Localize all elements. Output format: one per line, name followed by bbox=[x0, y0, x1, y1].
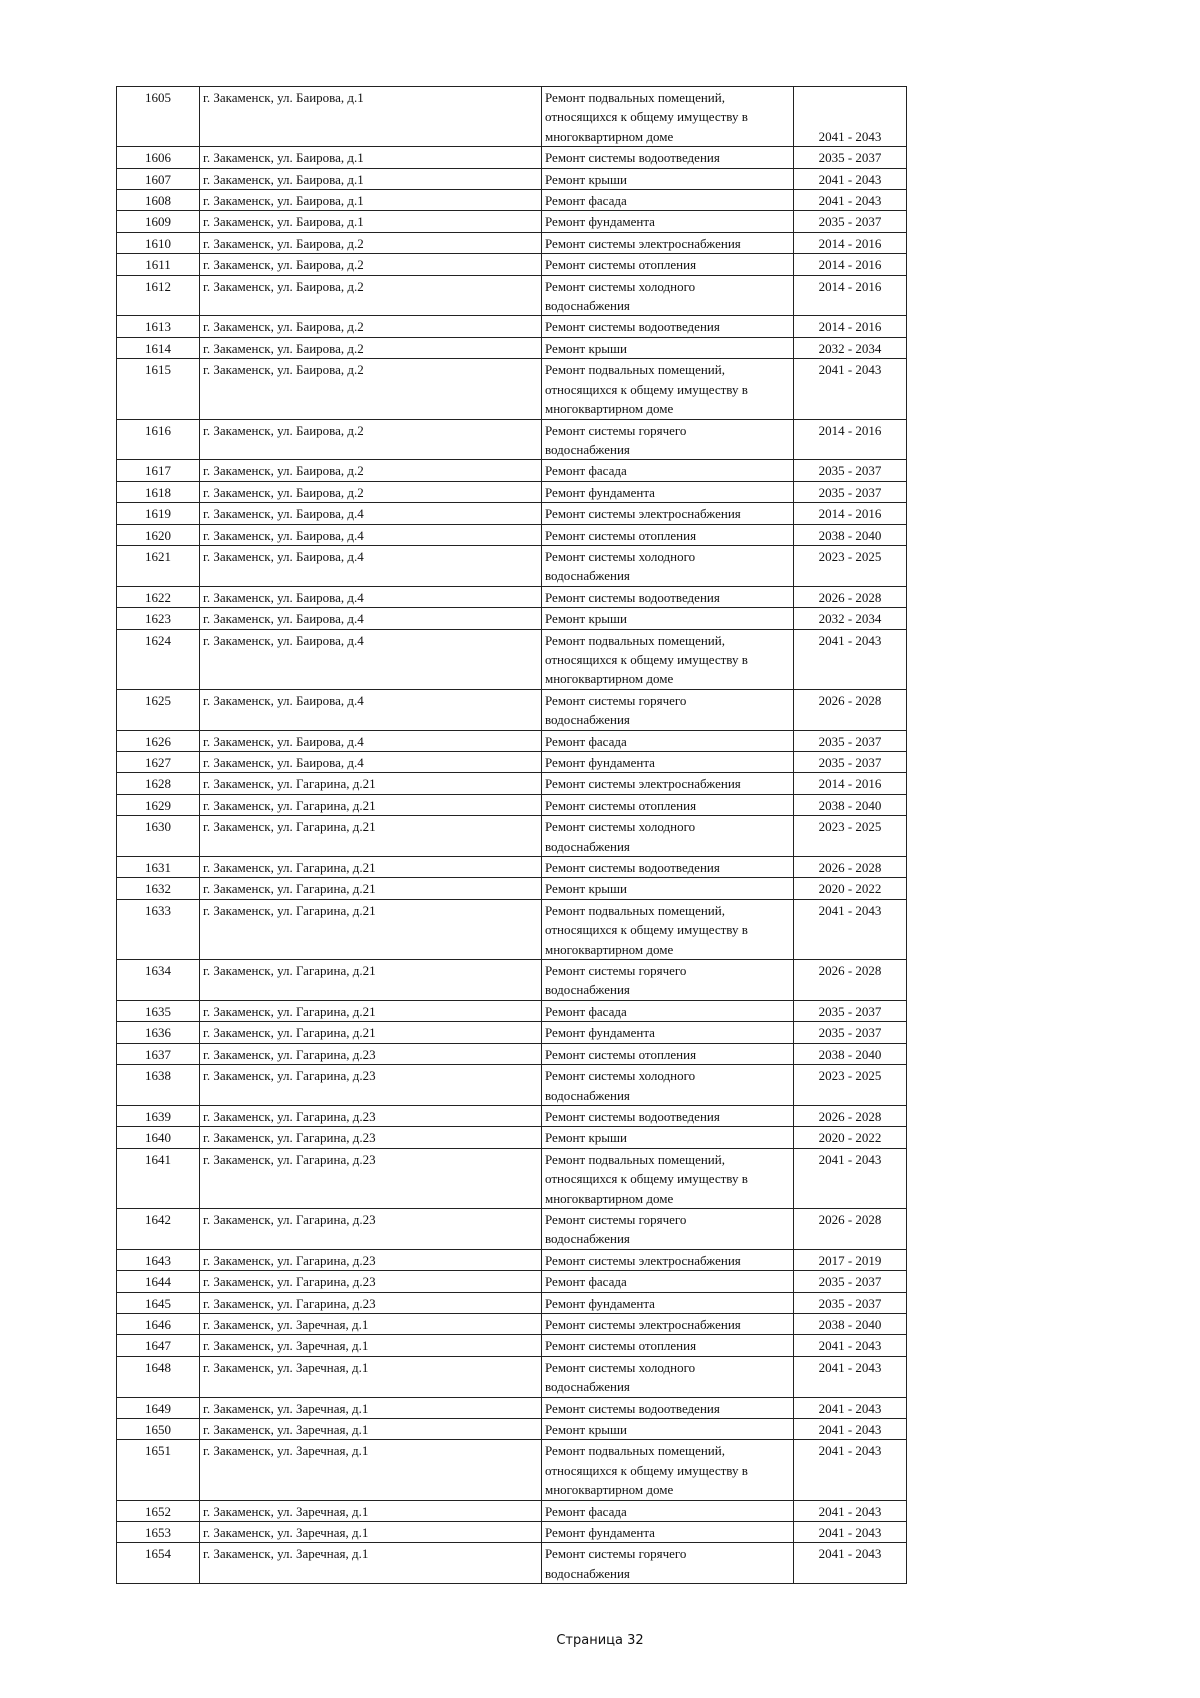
address-cell: г. Закаменск, ул. Заречная, д.1 bbox=[200, 1419, 542, 1440]
work-type-cell: Ремонт подвальных помещений, относящихся к общему имуществу в многоквартирном доме bbox=[542, 359, 794, 419]
row-number-cell: 1652 bbox=[117, 1500, 200, 1521]
table-row bbox=[117, 87, 907, 147]
row-number-cell: 1635 bbox=[117, 1000, 200, 1021]
address-cell: г. Закаменск, ул. Баирова, д.1 bbox=[200, 87, 542, 147]
address-cell: г. Закаменск, ул. Гагарина, д.21 bbox=[200, 899, 542, 959]
table-row bbox=[117, 1543, 907, 1584]
address-cell: г. Закаменск, ул. Баирова, д.2 bbox=[200, 232, 542, 253]
row-number-cell: 1642 bbox=[117, 1208, 200, 1249]
row-number-cell: 1615 bbox=[117, 359, 200, 419]
work-type-cell: Ремонт системы электроснабжения bbox=[542, 503, 794, 524]
row-number-cell: 1647 bbox=[117, 1335, 200, 1356]
table-row bbox=[117, 168, 907, 189]
work-type-cell: Ремонт системы горячего водоснабжения bbox=[542, 1543, 794, 1584]
row-number-cell: 1614 bbox=[117, 337, 200, 358]
row-number-cell: 1644 bbox=[117, 1271, 200, 1292]
table-row bbox=[117, 899, 907, 959]
table-row bbox=[117, 1271, 907, 1292]
row-number-cell: 1645 bbox=[117, 1292, 200, 1313]
table-row bbox=[117, 524, 907, 545]
work-type-cell: Ремонт системы отопления bbox=[542, 794, 794, 815]
table-row bbox=[117, 1208, 907, 1249]
work-type-cell: Ремонт фундамента bbox=[542, 1292, 794, 1313]
work-type-cell: Ремонт подвальных помещений, относящихся к общему имуществу в многоквартирном доме bbox=[542, 1148, 794, 1208]
work-type-cell: Ремонт фасада bbox=[542, 1000, 794, 1021]
row-number-cell: 1648 bbox=[117, 1356, 200, 1397]
row-number-cell: 1638 bbox=[117, 1065, 200, 1106]
table-row bbox=[117, 1356, 907, 1397]
row-number-cell: 1651 bbox=[117, 1440, 200, 1500]
address-cell: г. Закаменск, ул. Баирова, д.2 bbox=[200, 359, 542, 419]
period-cell: 2035 - 2037 bbox=[794, 147, 907, 168]
period-cell: 2026 - 2028 bbox=[794, 689, 907, 730]
row-number-cell: 1643 bbox=[117, 1249, 200, 1270]
address-cell: г. Закаменск, ул. Заречная, д.1 bbox=[200, 1313, 542, 1334]
period-cell: 2023 - 2025 bbox=[794, 1065, 907, 1106]
period-cell: 2038 - 2040 bbox=[794, 524, 907, 545]
period-cell: 2041 - 2043 bbox=[794, 629, 907, 689]
row-number-cell: 1625 bbox=[117, 689, 200, 730]
address-cell: г. Закаменск, ул. Баирова, д.2 bbox=[200, 419, 542, 460]
period-cell: 2041 - 2043 bbox=[794, 1543, 907, 1584]
row-number-cell: 1627 bbox=[117, 752, 200, 773]
address-cell: г. Закаменск, ул. Гагарина, д.23 bbox=[200, 1292, 542, 1313]
period-cell: 2035 - 2037 bbox=[794, 1022, 907, 1043]
period-cell: 2014 - 2016 bbox=[794, 503, 907, 524]
period-cell: 2041 - 2043 bbox=[794, 1522, 907, 1543]
work-type-cell: Ремонт системы холодного водоснабжения bbox=[542, 1065, 794, 1106]
period-cell: 2041 - 2043 bbox=[794, 359, 907, 419]
address-cell: г. Закаменск, ул. Баирова, д.4 bbox=[200, 730, 542, 751]
table-row bbox=[117, 481, 907, 502]
work-type-cell: Ремонт крыши bbox=[542, 168, 794, 189]
row-number-cell: 1623 bbox=[117, 608, 200, 629]
row-number-cell: 1619 bbox=[117, 503, 200, 524]
row-number-cell: 1611 bbox=[117, 254, 200, 275]
address-cell: г. Закаменск, ул. Заречная, д.1 bbox=[200, 1440, 542, 1500]
period-cell: 2035 - 2037 bbox=[794, 460, 907, 481]
row-number-cell: 1618 bbox=[117, 481, 200, 502]
row-number-cell: 1628 bbox=[117, 773, 200, 794]
period-cell: 2035 - 2037 bbox=[794, 752, 907, 773]
period-cell: 2041 - 2043 bbox=[794, 899, 907, 959]
row-number-cell: 1650 bbox=[117, 1419, 200, 1440]
address-cell: г. Закаменск, ул. Баирова, д.2 bbox=[200, 275, 542, 316]
period-cell: 2041 - 2043 bbox=[794, 1148, 907, 1208]
address-cell: г. Закаменск, ул. Баирова, д.2 bbox=[200, 254, 542, 275]
work-type-cell: Ремонт фундамента bbox=[542, 481, 794, 502]
row-number-cell: 1654 bbox=[117, 1543, 200, 1584]
period-cell: 2041 - 2043 bbox=[794, 1397, 907, 1418]
period-cell: 2014 - 2016 bbox=[794, 254, 907, 275]
row-number-cell: 1640 bbox=[117, 1127, 200, 1148]
work-type-cell: Ремонт системы водоотведения bbox=[542, 586, 794, 607]
row-number-cell: 1613 bbox=[117, 316, 200, 337]
table-body bbox=[117, 87, 907, 1584]
work-type-cell: Ремонт фасада bbox=[542, 460, 794, 481]
work-type-cell: Ремонт системы электроснабжения bbox=[542, 1313, 794, 1334]
period-cell: 2041 - 2043 bbox=[794, 1500, 907, 1521]
row-number-cell: 1631 bbox=[117, 857, 200, 878]
address-cell: г. Закаменск, ул. Гагарина, д.23 bbox=[200, 1148, 542, 1208]
work-type-cell: Ремонт системы горячего водоснабжения bbox=[542, 689, 794, 730]
row-number-cell: 1653 bbox=[117, 1522, 200, 1543]
period-cell: 2026 - 2028 bbox=[794, 1208, 907, 1249]
row-number-cell: 1646 bbox=[117, 1313, 200, 1334]
address-cell: г. Закаменск, ул. Гагарина, д.21 bbox=[200, 1022, 542, 1043]
period-cell: 2035 - 2037 bbox=[794, 211, 907, 232]
table-row bbox=[117, 460, 907, 481]
period-cell: 2014 - 2016 bbox=[794, 275, 907, 316]
row-number-cell: 1609 bbox=[117, 211, 200, 232]
period-cell: 2020 - 2022 bbox=[794, 878, 907, 899]
work-type-cell: Ремонт системы отопления bbox=[542, 524, 794, 545]
work-type-cell: Ремонт подвальных помещений, относящихся к общему имуществу в многоквартирном доме bbox=[542, 629, 794, 689]
period-cell: 2020 - 2022 bbox=[794, 1127, 907, 1148]
work-type-cell: Ремонт подвальных помещений, относящихся к общему имуществу в многоквартирном доме bbox=[542, 899, 794, 959]
work-type-cell: Ремонт фундамента bbox=[542, 752, 794, 773]
table-row bbox=[117, 1440, 907, 1500]
work-type-cell: Ремонт фундамента bbox=[542, 211, 794, 232]
period-cell: 2035 - 2037 bbox=[794, 1292, 907, 1313]
row-number-cell: 1641 bbox=[117, 1148, 200, 1208]
table-row bbox=[117, 1022, 907, 1043]
row-number-cell: 1630 bbox=[117, 816, 200, 857]
period-cell: 2041 - 2043 bbox=[794, 87, 907, 147]
address-cell: г. Закаменск, ул. Баирова, д.4 bbox=[200, 545, 542, 586]
work-type-cell: Ремонт системы горячего водоснабжения bbox=[542, 960, 794, 1001]
table-row bbox=[117, 337, 907, 358]
period-cell: 2032 - 2034 bbox=[794, 337, 907, 358]
address-cell: г. Закаменск, ул. Гагарина, д.21 bbox=[200, 773, 542, 794]
table-row bbox=[117, 503, 907, 524]
address-cell: г. Закаменск, ул. Гагарина, д.21 bbox=[200, 857, 542, 878]
work-type-cell: Ремонт крыши bbox=[542, 878, 794, 899]
address-cell: г. Закаменск, ул. Гагарина, д.23 bbox=[200, 1271, 542, 1292]
row-number-cell: 1639 bbox=[117, 1105, 200, 1126]
table-row bbox=[117, 1148, 907, 1208]
address-cell: г. Закаменск, ул. Заречная, д.1 bbox=[200, 1397, 542, 1418]
address-cell: г. Закаменск, ул. Заречная, д.1 bbox=[200, 1335, 542, 1356]
table-row bbox=[117, 730, 907, 751]
table-row bbox=[117, 794, 907, 815]
table-row bbox=[117, 752, 907, 773]
work-type-cell: Ремонт системы холодного водоснабжения bbox=[542, 545, 794, 586]
period-cell: 2041 - 2043 bbox=[794, 190, 907, 211]
period-cell: 2035 - 2037 bbox=[794, 481, 907, 502]
work-type-cell: Ремонт системы холодного водоснабжения bbox=[542, 1356, 794, 1397]
address-cell: г. Закаменск, ул. Баирова, д.1 bbox=[200, 211, 542, 232]
period-cell: 2038 - 2040 bbox=[794, 1313, 907, 1334]
table-row bbox=[117, 1335, 907, 1356]
work-type-cell: Ремонт системы водоотведения bbox=[542, 1105, 794, 1126]
table-row bbox=[117, 190, 907, 211]
address-cell: г. Закаменск, ул. Баирова, д.1 bbox=[200, 190, 542, 211]
work-type-cell: Ремонт системы водоотведения bbox=[542, 1397, 794, 1418]
period-cell: 2014 - 2016 bbox=[794, 419, 907, 460]
table-row bbox=[117, 275, 907, 316]
row-number-cell: 1636 bbox=[117, 1022, 200, 1043]
work-type-cell: Ремонт фасада bbox=[542, 1500, 794, 1521]
period-cell: 2035 - 2037 bbox=[794, 1271, 907, 1292]
period-cell: 2014 - 2016 bbox=[794, 773, 907, 794]
page-footer: Страница 32 bbox=[556, 1633, 644, 1648]
address-cell: г. Закаменск, ул. Заречная, д.1 bbox=[200, 1543, 542, 1584]
period-cell: 2041 - 2043 bbox=[794, 168, 907, 189]
table-row bbox=[117, 359, 907, 419]
address-cell: г. Закаменск, ул. Заречная, д.1 bbox=[200, 1356, 542, 1397]
row-number-cell: 1617 bbox=[117, 460, 200, 481]
row-number-cell: 1626 bbox=[117, 730, 200, 751]
period-cell: 2041 - 2043 bbox=[794, 1335, 907, 1356]
period-cell: 2023 - 2025 bbox=[794, 816, 907, 857]
address-cell: г. Закаменск, ул. Баирова, д.4 bbox=[200, 586, 542, 607]
address-cell: г. Закаменск, ул. Гагарина, д.23 bbox=[200, 1127, 542, 1148]
address-cell: г. Закаменск, ул. Баирова, д.2 bbox=[200, 316, 542, 337]
row-number-cell: 1632 bbox=[117, 878, 200, 899]
address-cell: г. Закаменск, ул. Баирова, д.4 bbox=[200, 629, 542, 689]
work-type-cell: Ремонт системы горячего водоснабжения bbox=[542, 419, 794, 460]
row-number-cell: 1622 bbox=[117, 586, 200, 607]
period-cell: 2038 - 2040 bbox=[794, 794, 907, 815]
table-row bbox=[117, 773, 907, 794]
table-row bbox=[117, 1522, 907, 1543]
address-cell: г. Закаменск, ул. Баирова, д.4 bbox=[200, 689, 542, 730]
work-type-cell: Ремонт системы электроснабжения bbox=[542, 232, 794, 253]
table-row bbox=[117, 1313, 907, 1334]
period-cell: 2041 - 2043 bbox=[794, 1356, 907, 1397]
address-cell: г. Закаменск, ул. Гагарина, д.21 bbox=[200, 816, 542, 857]
address-cell: г. Закаменск, ул. Баирова, д.2 bbox=[200, 460, 542, 481]
address-cell: г. Закаменск, ул. Баирова, д.4 bbox=[200, 503, 542, 524]
row-number-cell: 1605 bbox=[117, 87, 200, 147]
table-row bbox=[117, 1500, 907, 1521]
period-cell: 2026 - 2028 bbox=[794, 960, 907, 1001]
period-cell: 2041 - 2043 bbox=[794, 1419, 907, 1440]
row-number-cell: 1607 bbox=[117, 168, 200, 189]
table-row bbox=[117, 1397, 907, 1418]
table-row bbox=[117, 147, 907, 168]
row-number-cell: 1620 bbox=[117, 524, 200, 545]
address-cell: г. Закаменск, ул. Заречная, д.1 bbox=[200, 1500, 542, 1521]
table-row bbox=[117, 1065, 907, 1106]
table-row bbox=[117, 857, 907, 878]
work-type-cell: Ремонт системы водоотведения bbox=[542, 147, 794, 168]
work-type-cell: Ремонт системы водоотведения bbox=[542, 316, 794, 337]
work-type-cell: Ремонт системы отопления bbox=[542, 1043, 794, 1064]
work-type-cell: Ремонт системы электроснабжения bbox=[542, 1249, 794, 1270]
table-row bbox=[117, 878, 907, 899]
address-cell: г. Закаменск, ул. Баирова, д.1 bbox=[200, 147, 542, 168]
work-type-cell: Ремонт фасада bbox=[542, 190, 794, 211]
table-row bbox=[117, 1043, 907, 1064]
table-row bbox=[117, 816, 907, 857]
table-row bbox=[117, 629, 907, 689]
table-row bbox=[117, 316, 907, 337]
work-type-cell: Ремонт крыши bbox=[542, 337, 794, 358]
table-row bbox=[117, 1127, 907, 1148]
address-cell: г. Закаменск, ул. Баирова, д.4 bbox=[200, 752, 542, 773]
table-row bbox=[117, 608, 907, 629]
row-number-cell: 1610 bbox=[117, 232, 200, 253]
row-number-cell: 1612 bbox=[117, 275, 200, 316]
period-cell: 2038 - 2040 bbox=[794, 1043, 907, 1064]
period-cell: 2014 - 2016 bbox=[794, 316, 907, 337]
address-cell: г. Закаменск, ул. Гагарина, д.21 bbox=[200, 960, 542, 1001]
work-type-cell: Ремонт крыши bbox=[542, 608, 794, 629]
work-type-cell: Ремонт фундамента bbox=[542, 1522, 794, 1543]
table-row bbox=[117, 586, 907, 607]
table-row bbox=[117, 1249, 907, 1270]
repair-schedule-table bbox=[116, 86, 907, 1584]
period-cell: 2014 - 2016 bbox=[794, 232, 907, 253]
work-type-cell: Ремонт системы отопления bbox=[542, 1335, 794, 1356]
address-cell: г. Закаменск, ул. Гагарина, д.23 bbox=[200, 1065, 542, 1106]
table-row bbox=[117, 232, 907, 253]
address-cell: г. Закаменск, ул. Гагарина, д.21 bbox=[200, 794, 542, 815]
row-number-cell: 1624 bbox=[117, 629, 200, 689]
work-type-cell: Ремонт фасада bbox=[542, 1271, 794, 1292]
period-cell: 2026 - 2028 bbox=[794, 857, 907, 878]
table-row bbox=[117, 1000, 907, 1021]
address-cell: г. Закаменск, ул. Баирова, д.4 bbox=[200, 608, 542, 629]
row-number-cell: 1616 bbox=[117, 419, 200, 460]
work-type-cell: Ремонт фасада bbox=[542, 730, 794, 751]
table-row bbox=[117, 545, 907, 586]
address-cell: г. Закаменск, ул. Гагарина, д.23 bbox=[200, 1208, 542, 1249]
table-row bbox=[117, 689, 907, 730]
row-number-cell: 1621 bbox=[117, 545, 200, 586]
work-type-cell: Ремонт системы электроснабжения bbox=[542, 773, 794, 794]
work-type-cell: Ремонт крыши bbox=[542, 1127, 794, 1148]
row-number-cell: 1606 bbox=[117, 147, 200, 168]
address-cell: г. Закаменск, ул. Гагарина, д.23 bbox=[200, 1043, 542, 1064]
work-type-cell: Ремонт фундамента bbox=[542, 1022, 794, 1043]
address-cell: г. Закаменск, ул. Баирова, д.2 bbox=[200, 481, 542, 502]
address-cell: г. Закаменск, ул. Гагарина, д.21 bbox=[200, 878, 542, 899]
work-type-cell: Ремонт подвальных помещений, относящихся к общему имуществу в многоквартирном доме bbox=[542, 1440, 794, 1500]
table-row bbox=[117, 1292, 907, 1313]
row-number-cell: 1608 bbox=[117, 190, 200, 211]
row-number-cell: 1633 bbox=[117, 899, 200, 959]
address-cell: г. Закаменск, ул. Заречная, д.1 bbox=[200, 1522, 542, 1543]
period-cell: 2035 - 2037 bbox=[794, 1000, 907, 1021]
period-cell: 2026 - 2028 bbox=[794, 586, 907, 607]
work-type-cell: Ремонт системы горячего водоснабжения bbox=[542, 1208, 794, 1249]
row-number-cell: 1634 bbox=[117, 960, 200, 1001]
address-cell: г. Закаменск, ул. Гагарина, д.23 bbox=[200, 1105, 542, 1126]
table-row bbox=[117, 1105, 907, 1126]
period-cell: 2032 - 2034 bbox=[794, 608, 907, 629]
table-row bbox=[117, 211, 907, 232]
work-type-cell: Ремонт системы водоотведения bbox=[542, 857, 794, 878]
table-row bbox=[117, 419, 907, 460]
period-cell: 2026 - 2028 bbox=[794, 1105, 907, 1126]
table-row bbox=[117, 1419, 907, 1440]
period-cell: 2041 - 2043 bbox=[794, 1440, 907, 1500]
work-type-cell: Ремонт крыши bbox=[542, 1419, 794, 1440]
address-cell: г. Закаменск, ул. Гагарина, д.23 bbox=[200, 1249, 542, 1270]
row-number-cell: 1637 bbox=[117, 1043, 200, 1064]
period-cell: 2023 - 2025 bbox=[794, 545, 907, 586]
work-type-cell: Ремонт системы холодного водоснабжения bbox=[542, 275, 794, 316]
work-type-cell: Ремонт системы холодного водоснабжения bbox=[542, 816, 794, 857]
row-number-cell: 1629 bbox=[117, 794, 200, 815]
row-number-cell: 1649 bbox=[117, 1397, 200, 1418]
table-row bbox=[117, 254, 907, 275]
address-cell: г. Закаменск, ул. Баирова, д.4 bbox=[200, 524, 542, 545]
address-cell: г. Закаменск, ул. Гагарина, д.21 bbox=[200, 1000, 542, 1021]
work-type-cell: Ремонт подвальных помещений, относящихся к общему имуществу в многоквартирном доме bbox=[542, 87, 794, 147]
address-cell: г. Закаменск, ул. Баирова, д.1 bbox=[200, 168, 542, 189]
period-cell: 2017 - 2019 bbox=[794, 1249, 907, 1270]
period-cell: 2035 - 2037 bbox=[794, 730, 907, 751]
table-row bbox=[117, 960, 907, 1001]
address-cell: г. Закаменск, ул. Баирова, д.2 bbox=[200, 337, 542, 358]
work-type-cell: Ремонт системы отопления bbox=[542, 254, 794, 275]
